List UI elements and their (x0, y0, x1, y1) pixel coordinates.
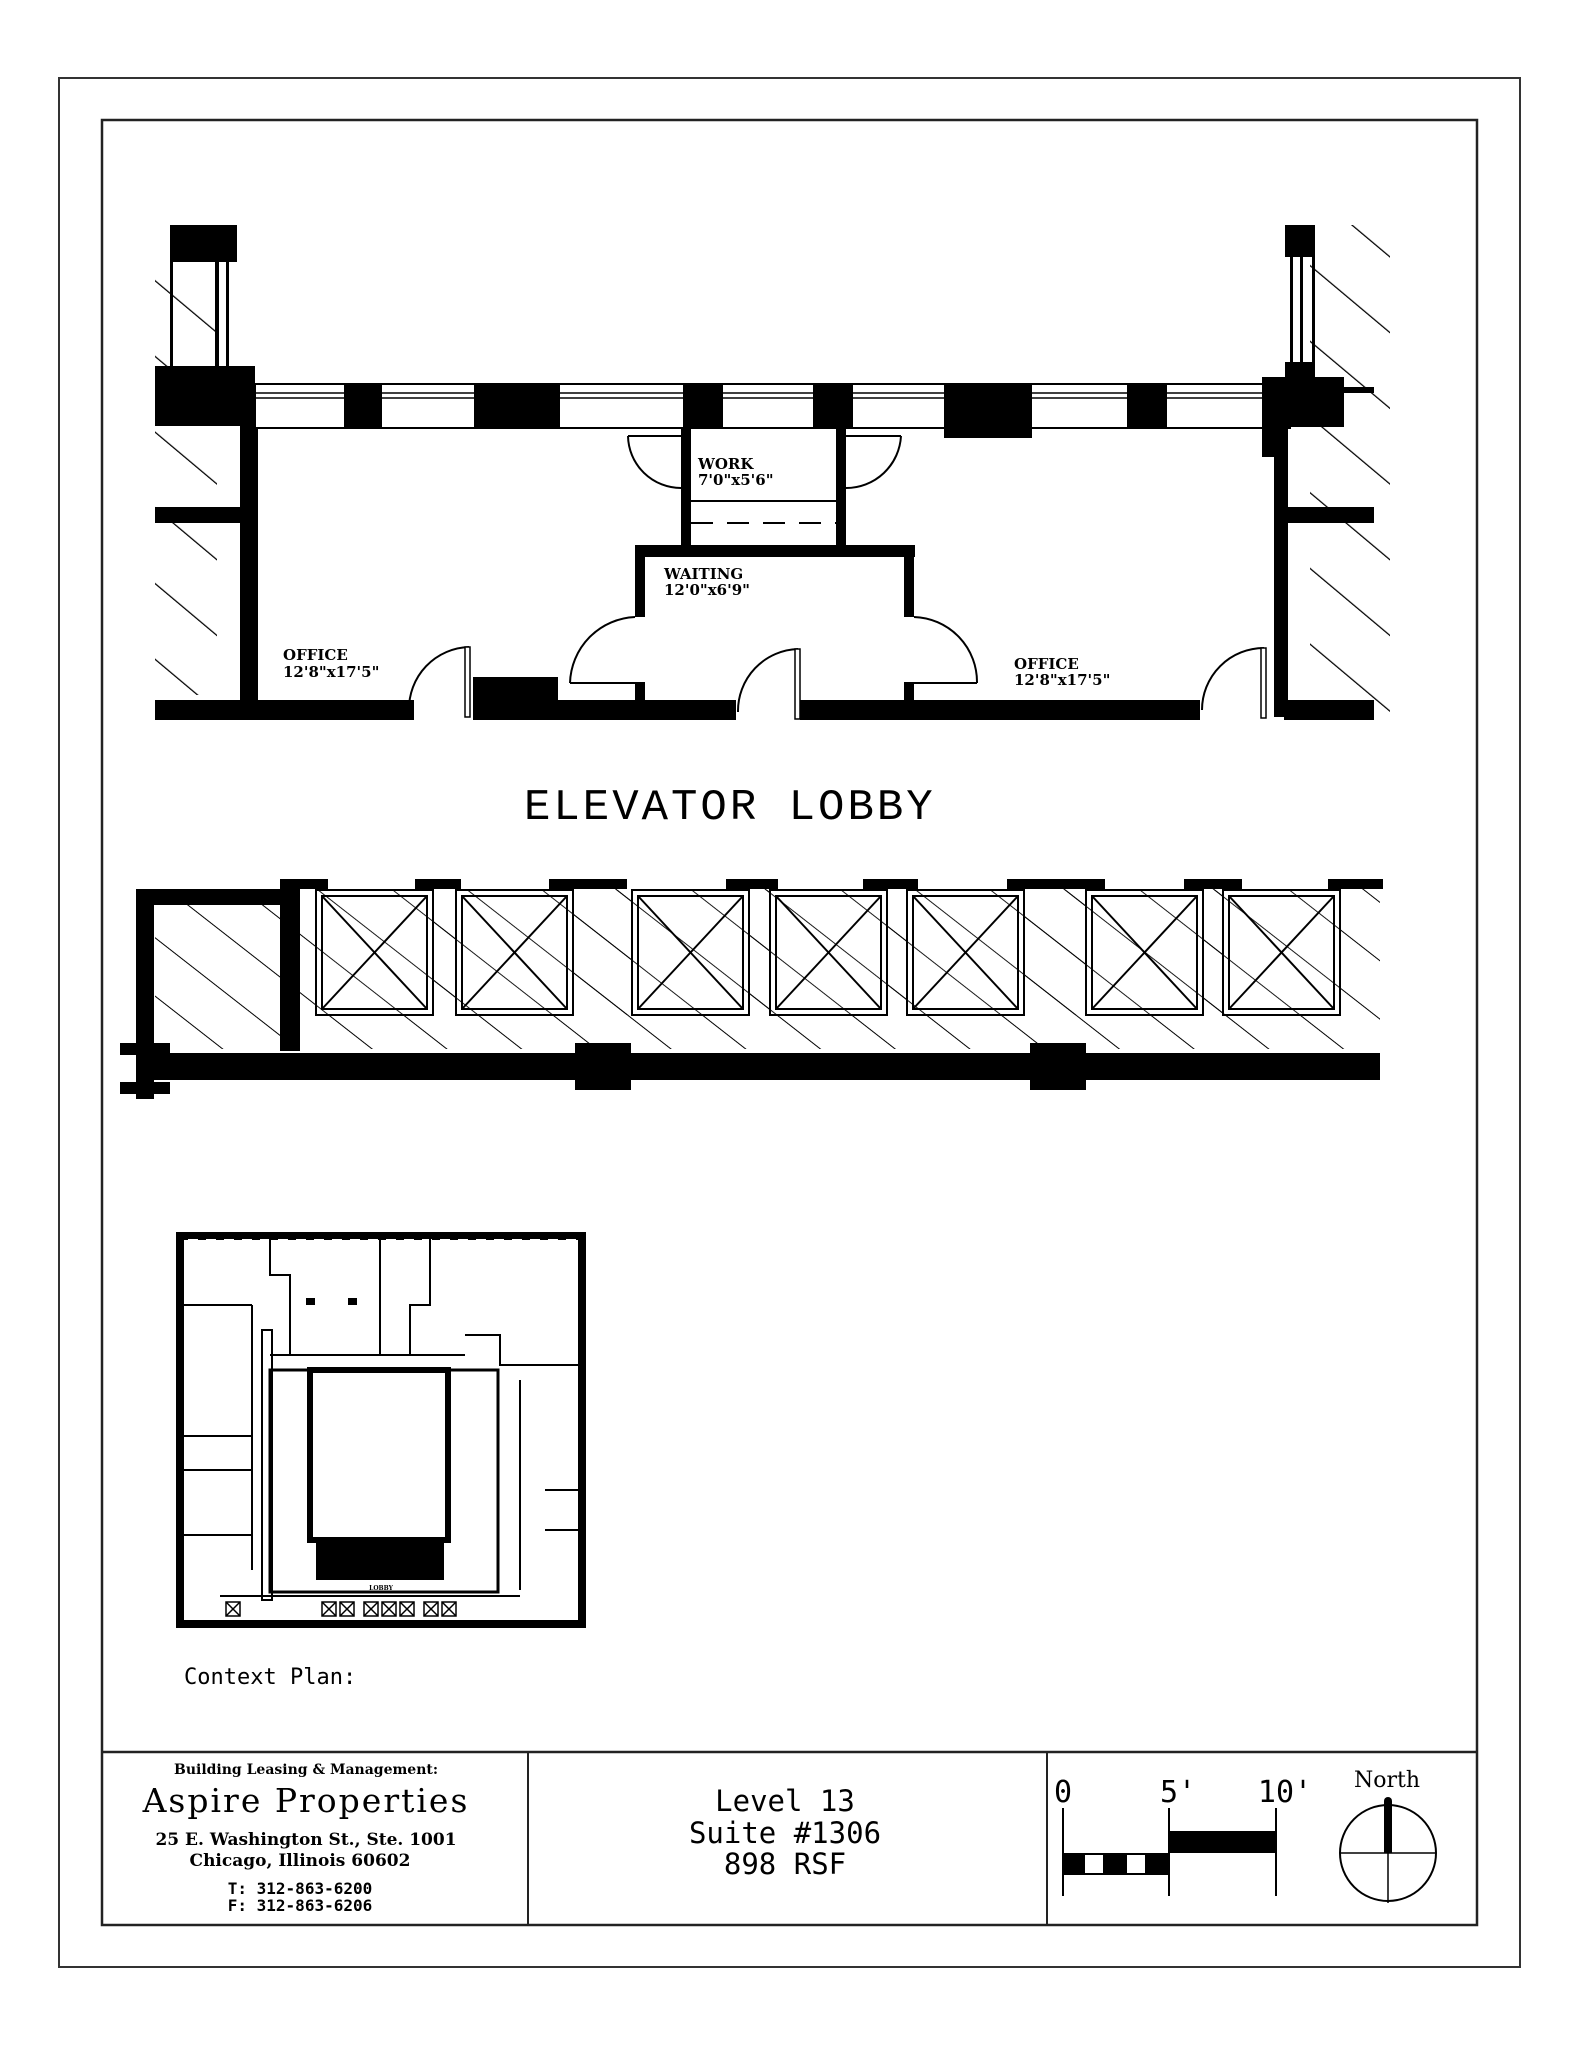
context-lobby-label: LOBBY (369, 1585, 393, 1592)
room-dims-office-west: 12'8"x17'5" (283, 663, 380, 681)
scale-tick-10: 10' (1257, 1775, 1313, 1810)
suite-plan (155, 225, 1390, 720)
suite-area: 898 RSF (723, 1847, 847, 1881)
address-line-2: Chicago, Illinois 60602 (189, 1851, 411, 1871)
room-label-waiting: WAITING (664, 565, 744, 583)
company-name: Aspire Properties (142, 1781, 470, 1820)
room-label-office-east: OFFICE (1014, 655, 1079, 673)
context-plan (180, 1236, 582, 1624)
context-plan-label: Context Plan: (184, 1665, 357, 1690)
suite-level: Level 13 (715, 1784, 855, 1818)
address-line-1: 25 E. Washington St., Ste. 1001 (155, 1830, 457, 1850)
suite-number: Suite #1306 (688, 1816, 882, 1850)
fax-number: F: 312-863-6206 (227, 1896, 373, 1915)
scale-tick-0: 0 (1053, 1775, 1073, 1810)
elevator-bank (120, 879, 1383, 1099)
title-block (102, 1752, 1477, 1925)
scale-bar (1054, 1775, 1312, 1896)
leasing-heading: Building Leasing & Management: (173, 1762, 439, 1778)
room-label-office-west: OFFICE (283, 646, 348, 664)
north-label: North (1353, 1768, 1421, 1793)
scale-tick-5: 5' (1159, 1775, 1197, 1810)
room-label-work: WORK (698, 455, 754, 473)
elevator-lobby-title: ELEVATOR LOBBY (524, 783, 936, 833)
north-arrow-icon (1340, 1768, 1436, 1903)
room-dims-office-east: 12'8"x17'5" (1014, 671, 1111, 689)
room-dims-work: 7'0"x5'6" (698, 471, 774, 489)
phone-number: T: 312-863-6200 (227, 1879, 373, 1898)
room-dims-waiting: 12'0"x6'9" (664, 581, 750, 599)
